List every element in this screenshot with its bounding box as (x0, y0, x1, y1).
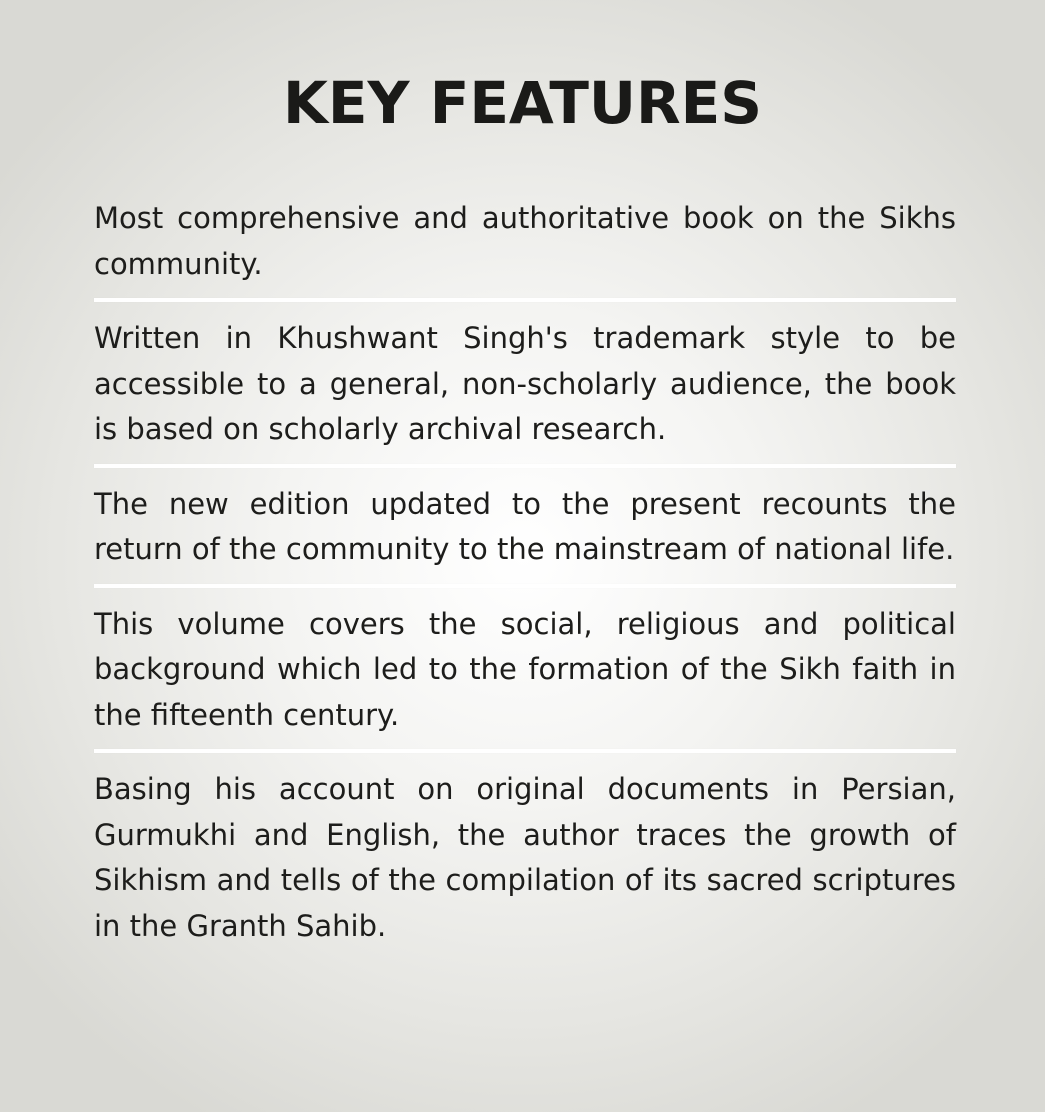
feature-text: Most comprehensive and authoritative book on the Sikhs community. (94, 201, 956, 281)
feature-item (94, 482, 956, 588)
feature-item (94, 767, 956, 949)
feature-item (94, 602, 956, 754)
divider (94, 584, 956, 588)
feature-text: Written in Khushwant Singh's trademark style to be accessible to a general, non-scholarly audience, the book is based on scholarly archival research. (94, 321, 956, 446)
divider (94, 749, 956, 753)
feature-text: Basing his account on original documents in Persian, Gurmukhi and English, the author traces the growth of Sikhism and tells of the compilation of its sacred scriptures in the Granth Sahib. (94, 772, 956, 943)
feature-text: The new edition updated to the present recounts the return of the community to the mainstream of national life. (94, 486, 956, 566)
feature-list (94, 196, 956, 949)
feature-text: This volume covers the social, religious and political background which led to the formation of the Sikh faith in the fifteenth century. (94, 606, 956, 732)
feature-item (94, 316, 956, 468)
divider (94, 298, 956, 302)
divider (94, 464, 956, 468)
page-title: KEY FEATURES (282, 69, 763, 137)
feature-item (94, 196, 956, 302)
